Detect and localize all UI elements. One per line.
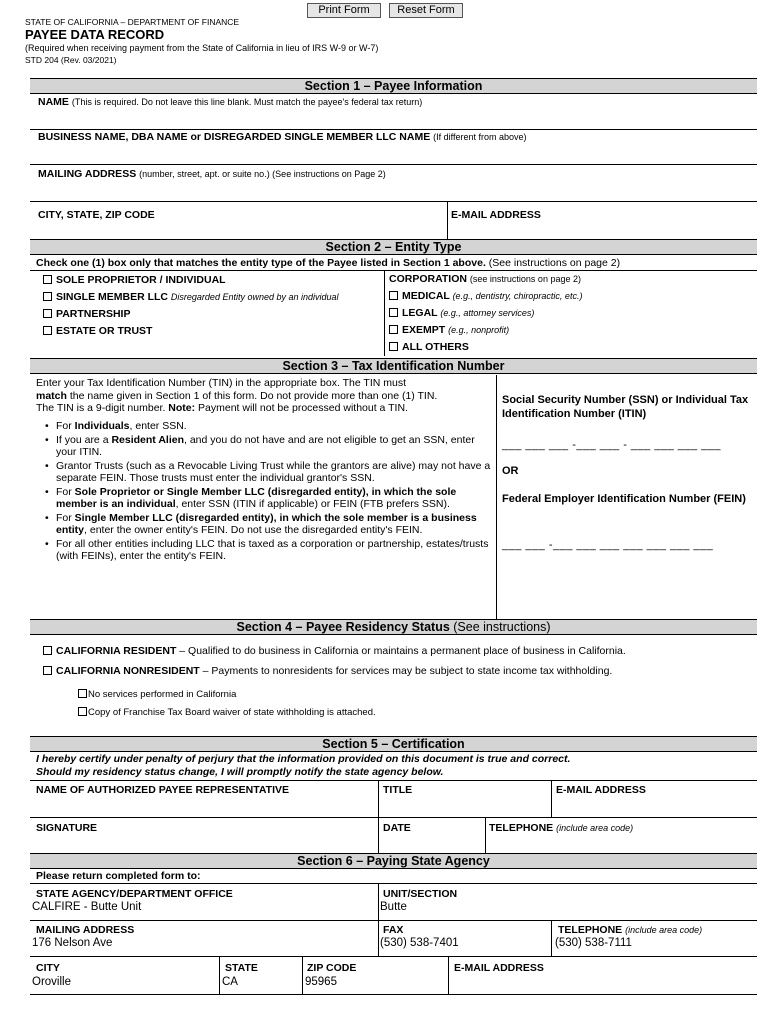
form-number: STD 204 (Rev. 03/2021) (25, 55, 117, 65)
signature-input[interactable] (30, 836, 376, 853)
form-title: PAYEE DATA RECORD (25, 27, 165, 42)
agency-zip-label: ZIP CODE (307, 962, 357, 974)
ssn-input[interactable]: ___ ___ ___ -___ ___ - ___ ___ ___ ___ (502, 439, 722, 451)
agency-mailing-value: 176 Nelson Ave (32, 937, 113, 949)
section-3-header: Section 3 – Tax Identification Number (30, 358, 757, 374)
or-label: OR (502, 465, 519, 477)
estate-trust-checkbox[interactable]: ESTATE OR TRUST (43, 325, 152, 337)
form-subtitle: (Required when receiving payment from the State of California in lieu of IRS W-9 or W-7) (25, 43, 379, 53)
california-resident-checkbox[interactable]: CALIFORNIA RESIDENT – Qualified to do business in California or maintains a permanent place of business in California. (43, 645, 626, 657)
list-item: • For Sole Proprietor or Single Member LLC (disregarded entity), in which the sole member is an individual, enter SSN (ITIN if applicable) or FEIN (FTB prefers SSN). (42, 486, 496, 511)
all-others-checkbox[interactable]: ALL OTHERS (389, 341, 469, 353)
signature-label: SIGNATURE (36, 822, 98, 834)
city-state-zip-input[interactable] (30, 222, 445, 238)
fein-label: Federal Employer Identification Number (FEIN) (502, 493, 746, 505)
city-state-zip-label: CITY, STATE, ZIP CODE (38, 209, 155, 221)
ssn-label: Social Security Number (SSN) or Individual Tax Identification Number (ITIN) (502, 394, 749, 420)
divider (30, 129, 757, 130)
divider (30, 883, 757, 884)
divider (551, 920, 552, 956)
no-services-checkbox[interactable]: No services performed in California (78, 689, 236, 700)
certification-text: I hereby certify under penalty of perjury that the information provided on this document is true and correct. Should my residency status change, I will promptly notify the state agency below. (36, 753, 571, 778)
cert-email-label: E-MAIL ADDRESS (556, 784, 646, 796)
representative-name-label: NAME OF AUTHORIZED PAYEE REPRESENTATIVE (36, 784, 289, 796)
divider (551, 780, 552, 817)
fein-input[interactable]: ___ ___ -___ ___ ___ ___ ___ ___ ___ (502, 539, 714, 551)
email-input[interactable] (449, 222, 755, 238)
legal-checkbox[interactable]: LEGAL (e.g., attorney services) (389, 307, 534, 319)
section-4-header: Section 4 – Payee Residency Status (See instructions) (30, 619, 757, 635)
reset-form-button[interactable]: Reset Form (389, 3, 463, 18)
divider (485, 817, 486, 854)
divider (30, 270, 757, 271)
return-label: Please return completed form to: (36, 870, 201, 882)
print-form-button[interactable]: Print Form (307, 3, 381, 18)
cert-telephone-label: TELEPHONE (include area code) (489, 822, 634, 834)
divider (30, 780, 757, 781)
cert-telephone-input[interactable] (487, 836, 755, 853)
agency-zip-value: 95965 (305, 976, 337, 988)
divider (384, 270, 385, 356)
unit-label: UNIT/SECTION (383, 888, 458, 900)
agency-state-label: STATE (225, 962, 258, 974)
department-line: STATE OF CALIFORNIA – DEPARTMENT OF FINANCE (25, 17, 240, 27)
single-member-llc-checkbox[interactable]: SINGLE MEMBER LLC Disregarded Entity owned by an individual (43, 291, 339, 303)
tin-instructions-list (42, 420, 496, 564)
agency-label: STATE AGENCY/DEPARTMENT OFFICE (36, 888, 233, 900)
list-item: • For Single Member LLC (disregarded entity), in which the sole member is a business entity, enter the owner entity's FEIN. Do not use the disregarded entity's FEIN. (42, 512, 496, 537)
divider (219, 956, 220, 994)
divider (30, 994, 757, 995)
list-item: • If you are a Resident Alien, and you do not have and are not eligible to get an SSN, enter your ITIN. (42, 434, 496, 459)
name-label: NAME (This is required. Do not leave this line blank. Must match the payee's federal tax return) (38, 96, 423, 108)
business-name-label: BUSINESS NAME, DBA NAME or DISREGARDED SINGLE MEMBER LLC NAME (If different from above) (38, 131, 527, 143)
business-name-input[interactable] (30, 145, 757, 163)
agency-state-value: CA (222, 976, 238, 988)
divider (30, 201, 757, 202)
divider (30, 956, 757, 957)
divider (302, 956, 303, 994)
tin-intro: Enter your Tax Identification Number (TIN) in the appropriate box. The TIN must match the name given in Section 1 of this form. Do not provide more than one (1) TIN. The TIN is a 9-digit number. Note: Payment will not be processed without a TIN. (36, 377, 438, 414)
exempt-checkbox[interactable]: EXEMPT (e.g., nonprofit) (389, 324, 509, 336)
sole-proprietor-checkbox[interactable]: SOLE PROPRIETOR / INDIVIDUAL (43, 274, 226, 286)
section-6-header: Section 6 – Paying State Agency (30, 853, 757, 869)
section-1-header: Section 1 – Payee Information (30, 78, 757, 94)
cert-email-input[interactable] (553, 798, 755, 816)
ftb-waiver-checkbox[interactable]: Copy of Franchise Tax Board waiver of state withholding is attached. (78, 707, 376, 718)
agency-telephone-value: (530) 538-7111 (555, 937, 632, 949)
agency-mailing-label: MAILING ADDRESS (36, 924, 135, 936)
agency-telephone-label: TELEPHONE (include area code) (558, 924, 703, 936)
california-nonresident-checkbox[interactable]: CALIFORNIA NONRESIDENT – Payments to nonresidents for services may be subject to state income tax withholding. (43, 665, 612, 677)
title-input[interactable] (380, 798, 549, 816)
email-label: E-MAIL ADDRESS (451, 209, 541, 221)
entity-instruction: Check one (1) box only that matches the entity type of the Payee listed in Section 1 above. (See instructions on page 2) (36, 257, 621, 269)
fax-value: (530) 538-7401 (380, 937, 459, 949)
date-label: DATE (383, 822, 411, 834)
corporation-label: CORPORATION (see instructions on page 2) (389, 273, 581, 285)
divider (30, 920, 757, 921)
mailing-address-input[interactable] (30, 182, 757, 200)
agency-value: CALFIRE - Butte Unit (32, 901, 142, 913)
divider (30, 164, 757, 165)
title-label: TITLE (383, 784, 413, 796)
divider (447, 201, 448, 239)
agency-email-label: E-MAIL ADDRESS (454, 962, 544, 974)
medical-checkbox[interactable]: MEDICAL (e.g., dentistry, chiropractic, etc.) (389, 290, 582, 302)
partnership-checkbox[interactable]: PARTNERSHIP (43, 308, 130, 320)
list-item: • For all other entities including LLC that is taxed as a corporation or partnership, estates/trusts (with FEINs), enter the entity's FEIN. (42, 538, 496, 563)
section-2-header: Section 2 – Entity Type (30, 239, 757, 255)
agency-city-label: CITY (36, 962, 60, 974)
name-input[interactable] (30, 110, 757, 128)
section-5-header: Section 5 – Certification (30, 736, 757, 752)
agency-city-value: Oroville (32, 976, 71, 988)
mailing-address-label: MAILING ADDRESS (number, street, apt. or suite no.) (See instructions on Page 2) (38, 168, 386, 180)
date-input[interactable] (380, 836, 483, 853)
list-item: • For Individuals, enter SSN. (42, 420, 496, 433)
list-item: • Grantor Trusts (such as a Revocable Living Trust while the grantors are alive) may not have a separate FEIN. Those trusts must enter the individual grantor's SSN. (42, 460, 496, 485)
divider (448, 956, 449, 994)
divider (30, 817, 757, 818)
fax-label: FAX (383, 924, 404, 936)
unit-value: Butte (380, 901, 407, 913)
representative-name-input[interactable] (30, 798, 376, 816)
